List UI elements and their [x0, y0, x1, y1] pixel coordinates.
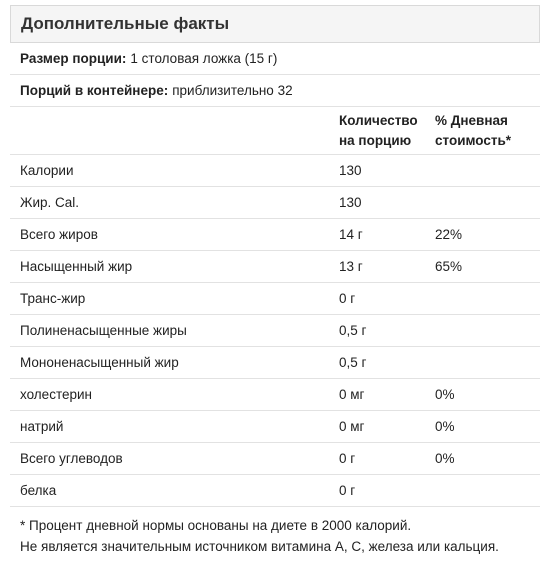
amount-header-line1: Количество	[339, 112, 418, 128]
nutrient-row	[10, 187, 540, 219]
nutrient-row	[10, 475, 540, 507]
column-header-row	[10, 107, 540, 155]
nutrient-name: Насыщенный жир	[20, 259, 133, 274]
footnote-not-significant: Не является значительным источником витамина A, C, железа или кальция.	[20, 539, 499, 554]
daily-value-column-header	[435, 111, 540, 151]
nutrient-daily-value: 22%	[435, 227, 463, 242]
nutrient-row	[10, 315, 540, 347]
nutrient-amount: 0,5 г	[339, 323, 367, 338]
nutrient-name: Мононенасыщенный жир	[20, 355, 179, 370]
nutrient-name: Жир. Cal.	[20, 195, 80, 210]
nutrient-row	[10, 283, 540, 315]
nutrient-rows	[10, 155, 540, 507]
nutrient-amount: 0 мг	[339, 387, 365, 402]
nutrient-amount: 0 мг	[339, 419, 365, 434]
servings-per-container-label: Порций в контейнере:	[20, 83, 169, 98]
nutrient-amount: 13 г	[339, 259, 363, 274]
nutrient-row	[10, 347, 540, 379]
nutrient-amount: 130	[339, 163, 362, 178]
nutrient-name: натрий	[20, 419, 64, 434]
serving-size-value: 1 столовая ложка (15 г)	[130, 51, 278, 66]
footnote	[10, 507, 540, 557]
nutrient-name: Всего углеводов	[20, 451, 123, 466]
nutrient-name: Полиненасыщенные жиры	[20, 323, 187, 338]
nutrient-name: белка	[20, 483, 57, 498]
nutrient-amount: 0 г	[339, 451, 356, 466]
dv-header-line1: % Дневная	[435, 112, 508, 128]
nutrient-daily-value: 0%	[435, 419, 455, 434]
supplement-facts-panel	[10, 5, 540, 557]
nutrient-daily-value: 65%	[435, 259, 463, 274]
nutrient-name: Всего жиров	[20, 227, 98, 242]
dv-header-line2: стоимость*	[435, 132, 512, 148]
nutrient-name: Транс-жир	[20, 291, 86, 306]
servings-per-container-row	[10, 75, 540, 107]
nutrient-amount: 130	[339, 195, 362, 210]
nutrient-name: Калории	[20, 163, 74, 178]
nutrient-row	[10, 155, 540, 187]
servings-per-container-value: приблизительно 32	[172, 83, 293, 98]
nutrient-name: холестерин	[20, 387, 92, 402]
nutrient-daily-value: 0%	[435, 387, 455, 402]
nutrient-daily-value: 0%	[435, 451, 455, 466]
facts-title: Дополнительные факты	[10, 5, 540, 43]
nutrient-amount: 0,5 г	[339, 355, 367, 370]
nutrient-row	[10, 443, 540, 475]
nutrient-row	[10, 379, 540, 411]
nutrient-row	[10, 219, 540, 251]
nutrient-amount: 0 г	[339, 483, 356, 498]
serving-size-label: Размер порции:	[20, 51, 127, 66]
nutrient-row	[10, 411, 540, 443]
nutrient-amount: 0 г	[339, 291, 356, 306]
nutrient-amount: 14 г	[339, 227, 363, 242]
serving-size-row	[10, 43, 540, 75]
nutrient-row	[10, 251, 540, 283]
footnote-daily-value: * Процент дневной нормы основаны на диете в 2000 калорий.	[20, 518, 412, 533]
amount-header-line2: на порцию	[339, 132, 412, 148]
amount-column-header	[339, 111, 435, 151]
